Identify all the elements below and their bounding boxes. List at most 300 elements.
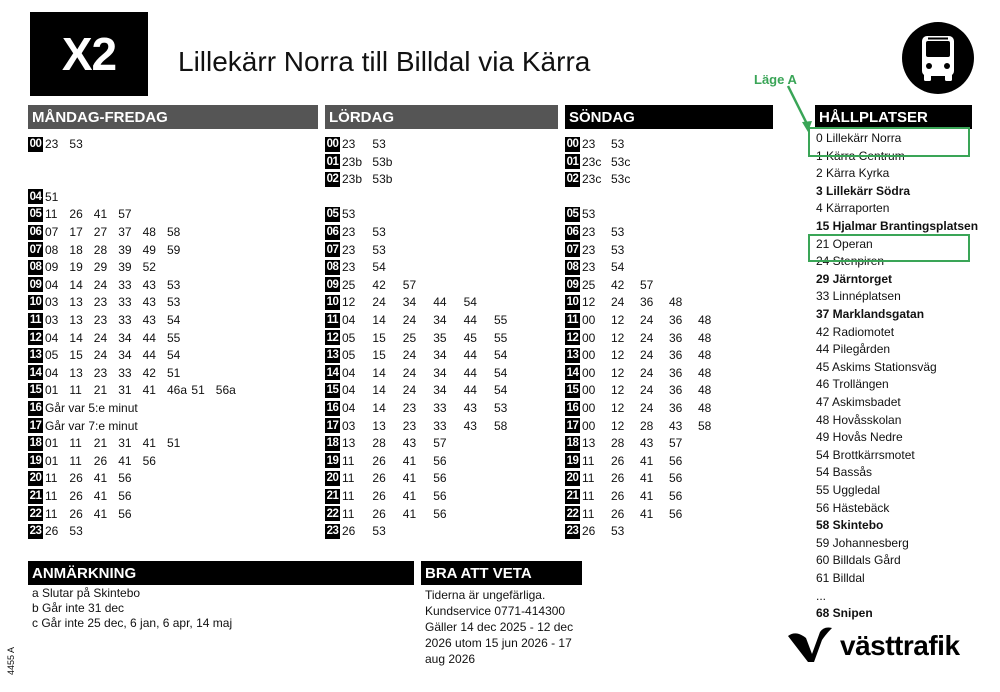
- departure-minute: 33: [433, 418, 447, 433]
- hour-label: 00: [29, 138, 42, 150]
- departure-minute: 49: [142, 242, 156, 257]
- timetable-row: [325, 382, 508, 398]
- departure-minute: 29: [93, 260, 108, 275]
- hour-label: 13: [566, 349, 579, 362]
- hour-label: 14: [29, 366, 42, 379]
- departure-minute: 53: [582, 207, 596, 222]
- departure-minute: 43: [463, 401, 477, 415]
- departure-minute: 55: [494, 330, 508, 345]
- timetable-row: [325, 330, 508, 346]
- timetable-row: [28, 136, 83, 152]
- hour-label: 14: [326, 366, 339, 379]
- departure-minute: 43: [640, 436, 654, 451]
- timetable-row: [325, 347, 508, 363]
- timetable-row: [28, 523, 83, 539]
- departure-minute: 05: [342, 348, 356, 363]
- departure-minute: 34: [433, 383, 447, 398]
- departure-minute: 23c: [582, 172, 602, 187]
- departure-minute: 12: [582, 295, 596, 310]
- departure-minute: 41: [402, 489, 417, 503]
- hour-label: 04: [29, 190, 42, 203]
- timetable-row: [325, 154, 393, 170]
- timetable-row: [565, 259, 625, 275]
- departure-minute: 53: [372, 242, 386, 257]
- stop-item: 45 Askims Stationsväg: [816, 359, 937, 374]
- stop-item: 59 Johannesberg: [816, 535, 909, 550]
- departure-minute: 04: [342, 401, 356, 415]
- bus-icon: [902, 22, 974, 94]
- departure-minute: 57: [118, 207, 132, 222]
- timetable-row: [565, 294, 683, 310]
- departure-minute: 11: [69, 383, 82, 398]
- departure-minute: 56: [433, 471, 447, 486]
- document-id: 4455 A: [6, 646, 16, 675]
- departure-minute: 01: [45, 383, 59, 398]
- departure-minute: 23: [582, 137, 596, 151]
- departure-minute: 48: [142, 225, 156, 239]
- hour-label: 06: [326, 226, 339, 238]
- hour-label: 19: [29, 454, 42, 467]
- departure-minute: 26: [611, 471, 625, 486]
- departure-minute: 28: [372, 436, 386, 451]
- stop-item: 55 Uggledal: [816, 483, 881, 497]
- timetable-row: [28, 488, 132, 504]
- vasttrafik-logo: [786, 626, 960, 666]
- hour-label: 19: [566, 454, 579, 467]
- hour-label: 18: [326, 437, 339, 450]
- departure-minute: 58: [494, 418, 508, 433]
- departure-minute: 11: [45, 207, 58, 222]
- timetable-row: [565, 400, 712, 416]
- departure-minute: 24: [402, 383, 417, 398]
- timetable-row: [565, 330, 712, 346]
- departure-minute: 00: [582, 383, 596, 398]
- departure-minute: 23: [402, 401, 417, 415]
- timetable-row: [28, 312, 181, 328]
- departure-minute: 43: [463, 418, 477, 433]
- departure-minute: 23: [582, 242, 596, 257]
- departure-minute: 48: [698, 348, 712, 363]
- departure-minute: 36: [669, 330, 683, 345]
- timetable-row: [28, 506, 132, 522]
- departure-minute: 26: [69, 489, 83, 503]
- departure-minute: 14: [372, 401, 386, 415]
- departure-minute: 04: [342, 383, 356, 398]
- departure-minute: 54: [167, 313, 181, 327]
- hour-label: 16: [326, 402, 339, 414]
- departure-minute: 14: [69, 277, 83, 292]
- departure-minute: 54: [167, 348, 181, 363]
- highlight-operan: [808, 234, 970, 262]
- departure-minute: 48: [698, 313, 712, 327]
- route-title: Lillekärr Norra till Billdal via Kärra: [178, 46, 591, 77]
- departure-minute: 44: [433, 295, 447, 310]
- hour-label: 23: [566, 525, 579, 538]
- departure-minute: 41: [402, 471, 417, 486]
- departure-minute: 12: [611, 418, 625, 433]
- departure-minute: 23: [93, 313, 108, 327]
- hour-label: 17: [566, 419, 579, 432]
- departure-minute: 53: [342, 207, 356, 222]
- departure-minute: 56: [118, 471, 132, 486]
- stop-item: 37 Marklandsgatan: [816, 307, 925, 321]
- hour-label: 16: [566, 402, 579, 414]
- departure-minute: 36: [669, 348, 683, 363]
- departure-minute: 15: [69, 348, 83, 363]
- departure-minute: 34: [433, 348, 447, 363]
- timetable-row: [28, 259, 156, 275]
- departure-minute: 00: [582, 365, 596, 380]
- timetable-row: [565, 171, 631, 187]
- stop-item: 68 Snipen: [816, 606, 873, 621]
- timetable-row: [325, 365, 508, 381]
- departure-minute: 44: [463, 313, 477, 327]
- stop-item: 48 Hovåsskolan: [816, 412, 902, 427]
- departure-minute: 54: [494, 383, 508, 398]
- departure-minute: 53c: [611, 172, 631, 187]
- frequency-note: Går var 7:e minut: [45, 418, 138, 433]
- departure-minute: 24: [402, 348, 417, 363]
- departure-minute: 23c: [582, 154, 602, 169]
- departure-minute: 53: [611, 524, 625, 539]
- departure-minute: 48: [698, 365, 712, 380]
- departure-minute: 24: [372, 295, 386, 310]
- departure-minute: 18: [69, 242, 83, 257]
- departure-minute: 11: [342, 453, 355, 468]
- departure-minute: 36: [669, 401, 683, 415]
- info-header: BRA ATT VETA: [421, 561, 582, 585]
- hour-label: 08: [326, 261, 339, 274]
- departure-minute: 13: [582, 436, 596, 451]
- departure-minute: 41: [640, 471, 654, 486]
- departure-minute: 53: [611, 225, 625, 239]
- departure-minute: 25: [342, 277, 356, 292]
- remark-line-c: c Går inte 25 dec, 6 jan, 6 apr, 14 maj: [32, 616, 233, 630]
- hour-label: 11: [326, 314, 339, 326]
- lage-a-label: Läge A: [754, 72, 797, 87]
- timetable-row: [325, 470, 447, 486]
- departure-minute: 42: [142, 365, 156, 380]
- departure-minute: 11: [582, 489, 595, 503]
- hour-label: 15: [29, 384, 42, 397]
- hour-label: 18: [566, 437, 579, 450]
- departure-minute: 46a: [167, 383, 188, 398]
- departure-minute: 14: [69, 330, 83, 345]
- hour-label: 06: [29, 226, 42, 238]
- timetable-row: [325, 453, 447, 469]
- departure-minute: 44: [142, 330, 156, 345]
- timetable-row: [28, 453, 156, 469]
- departure-minute: 23: [342, 260, 356, 275]
- departure-minute: 51: [167, 365, 181, 380]
- departure-minute: 23: [45, 137, 59, 151]
- timetable-row: [565, 470, 683, 486]
- hour-label: 20: [29, 472, 42, 485]
- hour-label: 21: [566, 490, 579, 502]
- header-weekday: MÅNDAG-FREDAG: [28, 105, 318, 129]
- departure-minute: 03: [45, 295, 59, 310]
- departure-minute: 43: [142, 313, 156, 327]
- header-stops: HÅLLPLATSER: [815, 105, 972, 129]
- departure-minute: 51: [45, 189, 59, 204]
- hour-label: 06: [566, 226, 579, 238]
- departure-minute: 00: [582, 418, 596, 433]
- departure-minute: 23: [582, 225, 596, 239]
- remark-line-a: a Slutar på Skintebo: [32, 586, 141, 600]
- departure-minute: 26: [372, 453, 386, 468]
- timetable-row: [565, 365, 712, 381]
- hour-label: 05: [566, 208, 579, 221]
- departure-minute: 13: [372, 418, 386, 433]
- stop-item: 21 Operan: [816, 236, 873, 251]
- departure-minute: 44: [142, 348, 156, 363]
- departure-minute: 01: [45, 436, 59, 451]
- stop-item: 54 Brottkärrsmotet: [816, 447, 915, 462]
- hour-label: 09: [326, 278, 339, 291]
- timetable-row: [325, 242, 386, 258]
- stop-item: 47 Askimsbadet: [816, 395, 901, 409]
- remark-line-b: b Går inte 31 dec: [32, 601, 125, 615]
- info-line-5: aug 2026: [425, 652, 476, 666]
- timetable-row: [28, 470, 132, 486]
- departure-minute: 24: [640, 383, 654, 398]
- departure-minute: 44: [463, 383, 477, 398]
- hour-label: 01: [566, 155, 579, 168]
- hour-label: 01: [326, 155, 339, 168]
- departure-minute: 36: [669, 313, 683, 327]
- departure-minute: 51: [191, 383, 205, 398]
- departure-minute: 26: [611, 453, 625, 468]
- departure-minute: 11: [342, 471, 355, 486]
- departure-minute: 26: [372, 506, 386, 521]
- departure-minute: 34: [118, 348, 132, 363]
- departure-minute: 23: [582, 260, 596, 275]
- timetable-row: [28, 294, 181, 310]
- departure-minute: 45: [463, 330, 477, 345]
- departure-minute: 53b: [372, 172, 393, 187]
- timetable-row: [565, 435, 683, 451]
- departure-minute: 53: [494, 401, 508, 415]
- hour-label: 13: [29, 349, 42, 362]
- departure-minute: 41: [640, 489, 654, 503]
- departure-minute: 55: [167, 330, 181, 345]
- timetable-row: [565, 224, 625, 240]
- departure-minute: 41: [93, 506, 108, 521]
- departure-minute: 13: [69, 365, 83, 380]
- brand-name: västtrafik: [840, 630, 960, 661]
- departure-minute: 15: [372, 330, 386, 345]
- hour-label: 09: [29, 278, 42, 291]
- timetable-row: [28, 365, 181, 381]
- departure-minute: 12: [611, 383, 625, 398]
- departure-minute: 36: [669, 365, 683, 380]
- timetable-row: [325, 136, 386, 152]
- timetable-row: [325, 488, 447, 504]
- departure-minute: 12: [611, 330, 625, 345]
- departure-minute: 48: [698, 330, 712, 345]
- hour-label: 17: [326, 419, 339, 432]
- departure-minute: 01: [45, 453, 59, 468]
- departure-minute: 52: [142, 260, 156, 275]
- departure-minute: 42: [372, 277, 386, 292]
- departure-minute: 54: [463, 295, 477, 310]
- stop-item: 29 Järntorget: [816, 271, 893, 286]
- timetable-row: [565, 242, 625, 258]
- departure-minute: 58: [698, 418, 712, 433]
- timetable-row: [325, 400, 508, 416]
- hour-label: 08: [29, 261, 42, 274]
- departure-minute: 26: [69, 506, 83, 521]
- timetable-row: [325, 206, 356, 222]
- departure-minute: 12: [342, 295, 356, 310]
- stop-item: ...: [816, 588, 827, 603]
- departure-minute: 56a: [215, 383, 236, 398]
- departure-minute: 11: [582, 471, 595, 486]
- hour-label: 21: [29, 490, 42, 502]
- departure-minute: 21: [93, 436, 108, 451]
- hour-label: 10: [326, 296, 339, 309]
- hour-label: 10: [566, 296, 579, 309]
- hour-label: 22: [566, 507, 579, 520]
- departure-minute: 33: [118, 277, 132, 292]
- departure-minute: 00: [582, 313, 596, 327]
- departure-minute: 26: [372, 471, 386, 486]
- departure-minute: 24: [93, 348, 108, 363]
- departure-minute: 41: [118, 453, 132, 468]
- hour-label: 15: [326, 384, 339, 397]
- departure-minute: 33: [118, 295, 132, 310]
- departure-minute: 51: [167, 436, 181, 451]
- timetable-row: [28, 400, 138, 416]
- departure-minute: 39: [118, 260, 132, 275]
- stop-item: 3 Lillekärr Södra: [816, 183, 911, 198]
- departure-minute: 26: [45, 524, 59, 539]
- departure-minute: 00: [582, 330, 596, 345]
- hour-label: 11: [566, 314, 579, 326]
- departure-minute: 25: [402, 330, 417, 345]
- departure-minute: 24: [640, 401, 654, 415]
- departure-minute: 04: [45, 365, 59, 380]
- hour-label: 07: [326, 243, 339, 256]
- hour-label: 07: [566, 243, 579, 256]
- departure-minute: 24: [93, 330, 108, 345]
- timetable-row: [325, 259, 386, 275]
- stop-item: 61 Billdal: [816, 571, 865, 585]
- departure-minute: 41: [142, 436, 156, 451]
- departure-minute: 23b: [342, 172, 363, 187]
- departure-minute: 28: [611, 436, 625, 451]
- departure-minute: 26: [582, 524, 596, 539]
- timetable-row: [565, 506, 683, 522]
- departure-minute: 33: [118, 365, 132, 380]
- info-line-1: Tiderna är ungefärliga.: [425, 588, 546, 602]
- departure-minute: 39: [118, 242, 132, 257]
- stop-item: 56 Hästebäck: [816, 500, 890, 515]
- hour-label: 08: [566, 261, 579, 274]
- header-saturday: LÖRDAG: [325, 105, 558, 129]
- timetable-row: [565, 418, 712, 434]
- timetable-row: [28, 347, 181, 363]
- stop-item: 46 Trollängen: [816, 377, 889, 392]
- departure-minute: 56: [118, 489, 132, 503]
- header-sunday: SÖNDAG: [565, 105, 773, 129]
- departure-minute: 53b: [372, 154, 393, 169]
- departure-minute: 26: [93, 453, 108, 468]
- departure-minute: 04: [45, 330, 59, 345]
- departure-minute: 41: [402, 453, 417, 468]
- hour-label: 18: [29, 437, 42, 450]
- departure-minute: 26: [611, 489, 625, 503]
- departure-minute: 37: [118, 225, 132, 239]
- departure-minute: 23: [93, 365, 108, 380]
- departure-minute: 58: [167, 225, 181, 239]
- stop-item: 60 Billdals Gård: [816, 553, 901, 568]
- departure-minute: 13: [342, 436, 356, 451]
- departure-minute: 03: [45, 313, 59, 327]
- departure-minute: 26: [69, 471, 83, 486]
- departure-minute: 05: [45, 348, 59, 363]
- hour-label: 10: [29, 296, 42, 309]
- departure-minute: 57: [433, 436, 447, 451]
- stop-item: 42 Radiomotet: [816, 324, 895, 339]
- timetable-row: [325, 506, 447, 522]
- departure-minute: 53: [372, 137, 386, 151]
- remarks-header: ANMÄRKNING: [28, 561, 414, 585]
- departure-minute: 07: [45, 225, 59, 239]
- stop-item: 2 Kärra Kyrka: [816, 166, 890, 181]
- hour-label: 00: [566, 138, 579, 150]
- departure-minute: 54: [494, 365, 508, 380]
- departure-minute: 44: [463, 348, 477, 363]
- departure-minute: 09: [45, 260, 59, 275]
- departure-minute: 11: [45, 489, 58, 503]
- departure-minute: 56: [669, 489, 683, 503]
- timetable-row: [565, 382, 712, 398]
- departure-minute: 56: [433, 453, 447, 468]
- hour-label: 19: [326, 454, 339, 467]
- hour-label: 02: [566, 173, 579, 186]
- hour-label: 20: [566, 472, 579, 485]
- timetable-row: [565, 206, 596, 222]
- departure-minute: 34: [433, 365, 447, 380]
- departure-minute: 24: [640, 348, 654, 363]
- departure-minute: 54: [494, 348, 508, 363]
- departure-minute: 26: [69, 207, 83, 222]
- departure-minute: 26: [372, 489, 386, 503]
- departure-minute: 53: [167, 277, 181, 292]
- departure-minute: 56: [669, 453, 683, 468]
- info-line-2: Kundservice 0771-414300: [425, 604, 566, 618]
- departure-minute: 53: [372, 225, 386, 239]
- departure-minute: 24: [640, 365, 654, 380]
- departure-minute: 23: [342, 242, 356, 257]
- timetable-row: [325, 418, 508, 434]
- departure-minute: 04: [342, 313, 356, 327]
- departure-minute: 03: [342, 418, 356, 433]
- departure-minute: 12: [611, 313, 625, 327]
- timetable-row: [565, 488, 683, 504]
- departure-minute: 23: [402, 418, 417, 433]
- departure-minute: 56: [433, 489, 447, 503]
- timetable-row: [325, 224, 386, 240]
- timetable-row: [28, 242, 181, 258]
- departure-minute: 00: [582, 401, 596, 415]
- timetable-row: [565, 277, 654, 293]
- departure-minute: 11: [582, 506, 595, 521]
- departure-minute: 04: [45, 277, 59, 292]
- departure-minute: 19: [69, 260, 83, 275]
- departure-minute: 41: [640, 453, 654, 468]
